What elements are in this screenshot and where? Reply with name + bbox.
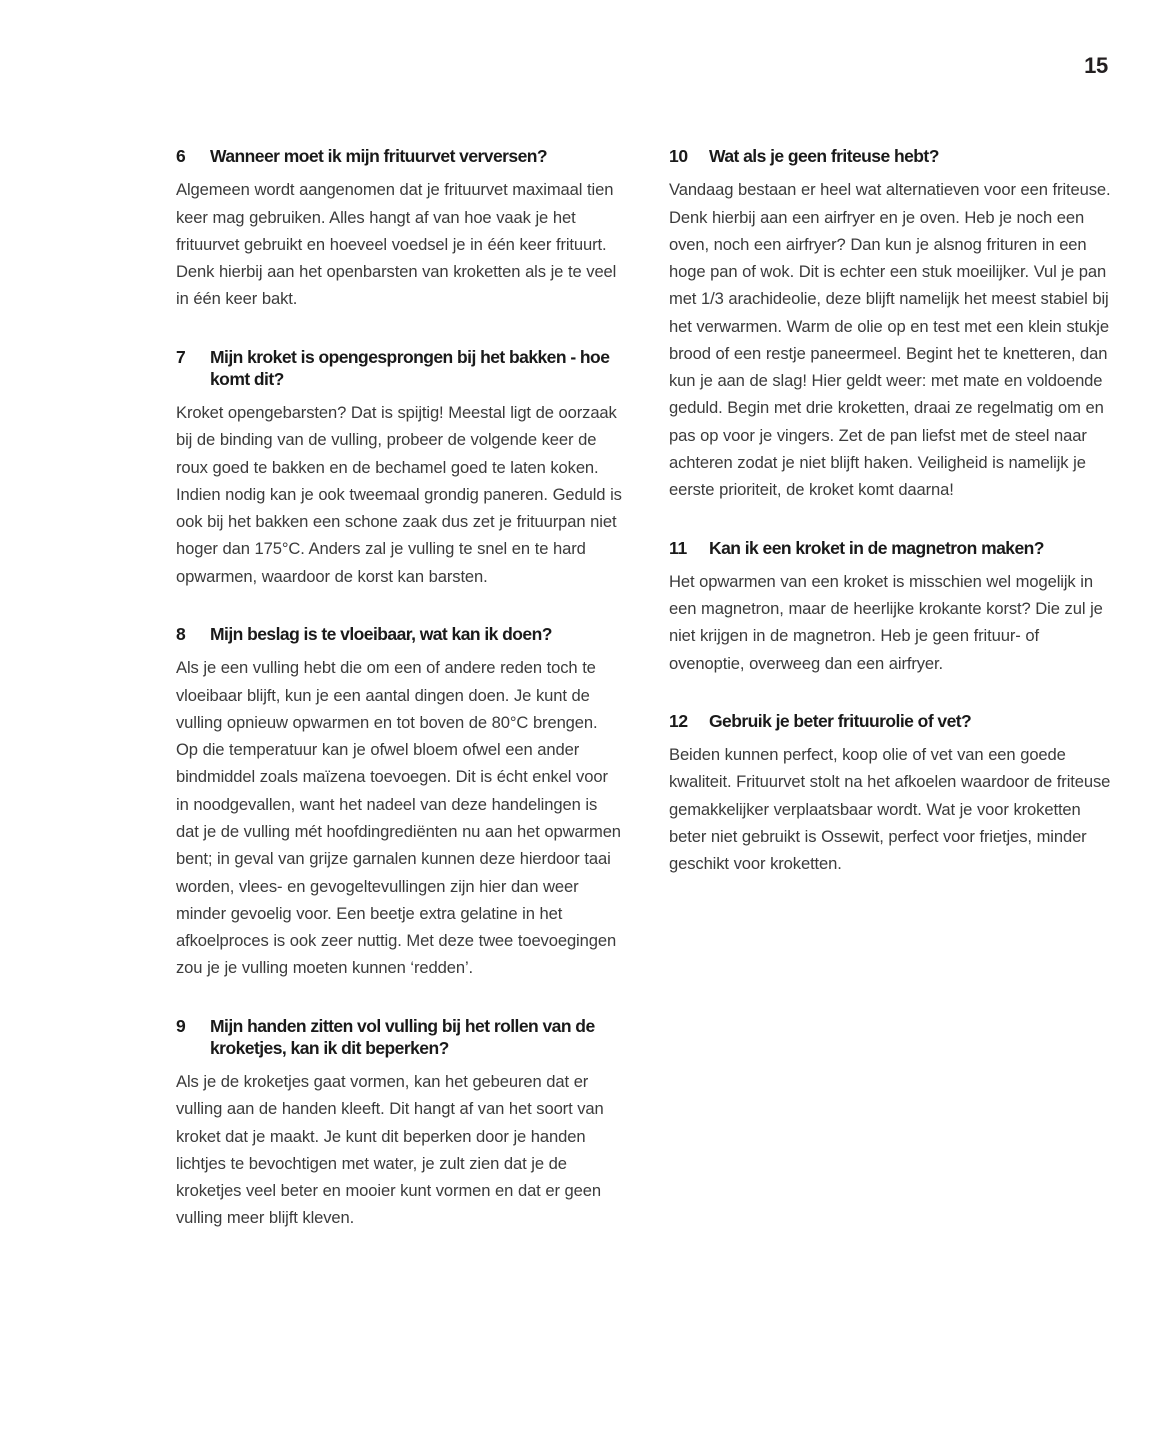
faq-body-12: Beiden kunnen perfect, koop olie of vet van een goede kwaliteit. Frituurvet stolt na het afkoelen waardoor de friteuse gemakkelijker verplaatsbaar wordt. Wat je voor kroketten beter niet gebruikt is Ossewit, perfect voor frietjes, minder geschikt voor kroketten. xyxy=(669,745,1111,874)
faq-heading-8 xyxy=(176,623,623,645)
faq-item-11 xyxy=(669,537,1116,677)
faq-body-10: Vandaag bestaan er heel wat alternatieven voor een friteuse. Denk hierbij aan een airfryer en je oven. Heb je noch een oven, noch een airfryer? Dan kun je alsnog frituren in een hoge pan of wok. Dit is echter een stuk moeilijker. Vul je pan met 1/3 arachideolie, deze blijft namelijk het meest stabiel bij het verwarmen. Warm de olie op en test met een klein stukje brood of een restje paneermeel. Begint het te knetteren, dan kun je aan de slag! Hier geldt weer: met mate en voldoende geduld. Begin met drie kroketten, draai ze regelmatig om en pas op voor je vingers. Zet de pan liefst met de steel naar achteren zodat je niet blijft haken. Veiligheid is namelijk je eerste prioriteit, de kroket komt daarna! xyxy=(669,180,1111,500)
faq-item-8 xyxy=(176,623,623,982)
faq-number-6: 6 xyxy=(176,146,186,166)
faq-body-9: Als je de kroketjes gaat vormen, kan het gebeuren dat er vulling aan de handen kleeft. Dit hangt af van het soort van kroket dat je maakt. Je kunt dit beperken door je handen lichtjes te bevochtigen met water, je zult zien dat je de kroketjes veel beter en mooier kunt vormen en dat er geen vulling meer blijft kleven. xyxy=(176,1072,604,1228)
faq-item-7 xyxy=(176,346,623,590)
faq-heading-11 xyxy=(669,537,1116,559)
faq-title-12: Gebruik je beter frituurolie of vet? xyxy=(709,710,972,731)
faq-heading-12 xyxy=(669,710,1116,732)
faq-body-7: Kroket opengebarsten? Dat is spijtig! Meestal ligt de oorzaak bij de binding van de vulling, probeer de volgende keer de roux goed te bakken en de bechamel goed te laten koken. Indien nodig kan je ook tweemaal grondig paneren. Geduld is ook bij het bakken een schone zaak dus zet je frituurpan niet hoger dan 175°C. Anders zal je vulling te snel en te hard opwarmen, waardoor de korst kan barsten. xyxy=(176,403,622,586)
faq-number-12: 12 xyxy=(669,710,688,731)
faq-title-10: Wat als je geen friteuse hebt? xyxy=(709,146,939,166)
faq-body-8: Als je een vulling hebt die om een of andere reden toch te vloeibaar blijft, kun je een aantal dingen doen. Je kunt de vulling opnieuw opwarmen en tot boven de 80°C brengen. Op die temperatuur kan je ofwel bloem ofwel een ander bindmiddel zoals maïzena toevoegen. Dit is écht enkel voor in noodgevallen, want het nadeel van deze handelingen is dat je de vulling mét hoofdingrediënten nu aan het opwarmen bent; in geval van grijze garnalen kunnen deze hierdoor taai worden, vlees- en gevogeltevullingen zijn hier dan weer minder gevoelig voor. Een beetje extra gelatine in het afkoelproces is ook zeer nuttig. Met deze twee toevoegingen zou je je vulling moeten kunnen ‘redden’. xyxy=(176,658,621,978)
faq-number-8: 8 xyxy=(176,624,186,645)
faq-heading-9 xyxy=(176,1015,623,1059)
faq-number-9: 9 xyxy=(176,1015,186,1036)
faq-title-8: Mijn beslag is te vloeibaar, wat kan ik doen? xyxy=(210,624,552,645)
faq-item-6 xyxy=(176,145,623,313)
faq-item-10 xyxy=(669,145,1116,504)
faq-title-7: Mijn kroket is opengesprongen bij het bakken - hoe komt dit? xyxy=(210,346,610,389)
page-number: 15 xyxy=(1084,53,1108,78)
faq-body-6: Algemeen wordt aangenomen dat je frituurvet maximaal tien keer mag gebruiken. Alles hangt af van hoe vaak je het frituurvet gebruikt en hoeveel voedsel je in één keer frituurt. Denk hierbij aan het openbarsten van kroketten als je te veel in één keer bakt. xyxy=(176,180,617,309)
faq-heading-7 xyxy=(176,346,623,390)
faq-item-9 xyxy=(176,1015,623,1232)
right-column xyxy=(669,145,1116,878)
faq-heading-6 xyxy=(176,145,623,167)
faq-number-10: 10 xyxy=(669,146,688,166)
faq-item-12 xyxy=(669,710,1116,878)
faq-body-11: Het opwarmen van een kroket is misschien wel mogelijk in een magnetron, maar de heerlijke krokante korst? Die zul je niet krijgen in de magnetron. Heb je geen frituur- of ovenoptie, overweeg dan een airfryer. xyxy=(669,571,1103,673)
faq-title-9: Mijn handen zitten vol vulling bij het rollen van de kroketjes, kan ik dit beperken? xyxy=(210,1015,595,1058)
left-column xyxy=(176,145,623,1232)
content-columns xyxy=(176,145,1116,1232)
faq-number-7: 7 xyxy=(176,346,186,367)
faq-title-6: Wanneer moet ik mijn frituurvet verversen? xyxy=(210,146,548,166)
faq-number-11: 11 xyxy=(669,537,687,558)
faq-heading-10 xyxy=(669,145,1116,167)
faq-title-11: Kan ik een kroket in de magnetron maken? xyxy=(709,537,1044,558)
